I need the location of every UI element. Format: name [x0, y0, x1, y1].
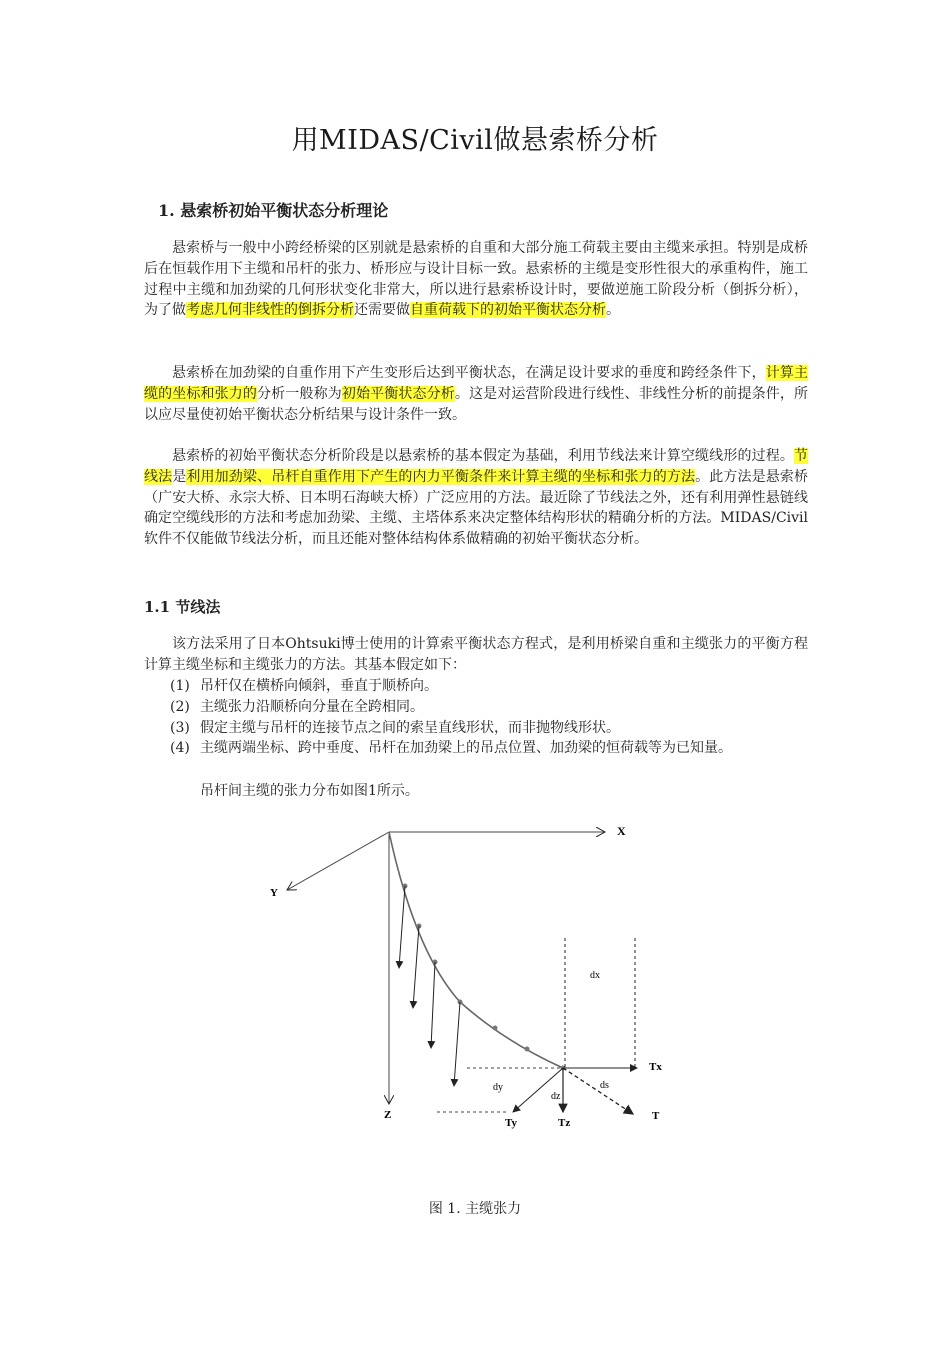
- list-item: (3) 假定主缆与吊杆的连接节点之间的索呈直线形状，而非抛物线形状。: [170, 719, 620, 736]
- y-label: Y: [270, 887, 278, 899]
- paragraph-4: 该方法采用了日本Ohtsuki博士使用的计算索平衡状态方程式，是利用桥梁自重和主缆张力的平衡方程计算主缆坐标和主缆张力的方法。其基本假定如下：: [144, 636, 808, 673]
- tz-label: Tz: [558, 1117, 571, 1129]
- x-label: X: [617, 824, 626, 838]
- assumption-list: [170, 676, 810, 759]
- highlight: 利用加劲梁、吊杆自重作用下产生的内力平衡条件来计算主缆的坐标和张力的方法: [186, 468, 696, 485]
- highlight: 考虑几何非线性的倒拆分析: [186, 302, 354, 319]
- ty-arrow: [513, 1068, 563, 1112]
- document-title: 用MIDAS/Civil做悬索桥分析: [291, 125, 659, 156]
- t-label: T: [652, 1110, 660, 1122]
- highlight: 初始平衡状态分析: [341, 385, 455, 402]
- hanger-arrow: [399, 886, 405, 968]
- list-item: (4) 主缆两端坐标、跨中垂度、吊杆在加劲梁上的吊点位置、加劲梁的恒荷载等为已知量。: [170, 740, 732, 757]
- hanger-arrow: [431, 962, 435, 1048]
- cable-node: [525, 1047, 530, 1052]
- ds-label: ds: [600, 1080, 609, 1091]
- list-item: (2) 主缆张力沿顺桥向分量在全跨相同。: [170, 698, 424, 715]
- figure-reference: 吊杆间主缆的张力分布如图1所示。: [200, 783, 419, 799]
- figure-caption: 图 1. 主缆张力: [428, 1201, 522, 1217]
- highlight: 计算主缆的坐标和张力的: [144, 365, 809, 402]
- list-item: (1) 吊杆仅在横桥向倾斜，垂直于顺桥向。: [170, 678, 438, 694]
- dy-label: dy: [493, 1082, 503, 1093]
- highlight: 自重荷载下的初始平衡状态分析: [410, 302, 606, 319]
- cable-node: [493, 1026, 498, 1031]
- t-arrow: [563, 1068, 633, 1114]
- hanger-arrow: [413, 926, 419, 1008]
- hanger-arrow: [454, 1002, 460, 1086]
- dx-label: dx: [590, 970, 600, 981]
- dz-label: dz: [551, 1091, 561, 1102]
- section-1-1-heading: 1.1 节线法: [144, 598, 221, 616]
- paragraph-1: 悬索桥与一般中小跨经桥梁的区别就是悬索桥的自重和大部分施工荷载主要由主缆来承担。特别是成桥后在恒载作用下主缆和吊杆的张力、桥形应与设计目标一致。悬索桥的主缆是变形性很大的承重构件，施工过程中主缆和加劲梁的几何形状变化非常大，所以进行悬索桥设计时，要做逆施工阶段分析（倒拆分析），为了做考虑几何非线性的倒拆分析还需要做自重荷载下的初始平衡状态分析。: [144, 240, 808, 319]
- y-axis: [287, 832, 389, 890]
- z-label: Z: [384, 1109, 392, 1121]
- cable-diagram: [255, 812, 685, 1142]
- main-cable: [389, 832, 563, 1068]
- highlight: 节线法: [144, 448, 808, 485]
- section-1-heading: 1. 悬索桥初始平衡状态分析理论: [158, 201, 389, 220]
- ty-label: Ty: [505, 1117, 518, 1129]
- paragraph-2: 悬索桥在加劲梁的自重作用下产生变形后达到平衡状态，在满足设计要求的垂度和跨经条件下，计算主缆的坐标和张力的分析一般称为初始平衡状态分析。这是对运营阶段进行线性、非线性分析的前提条件，所以应尽量使初始平衡状态分析结果与设计条件一致。: [144, 365, 809, 423]
- paragraph-3: 悬索桥的初始平衡状态分析阶段是以悬索桥的基本假定为基础，利用节线法来计算空缆线形的过程。节线法是利用加劲梁、吊杆自重作用下产生的内力平衡条件来计算主缆的坐标和张力的方法。此方法是悬索桥（广安大桥、永宗大桥、日本明石海峡大桥）广泛应用的方法。最近除了节线法之外，还有利用弹性悬链线确定空缆线形的方法和考虑加劲梁、主缆、主塔体系来决定整体结构形状的精确分析的方法。MIDAS/Civil软件不仅能做节线法分析，而且还能对整体结构体系做精确的初始平衡状态分析。: [144, 448, 809, 548]
- cable-tension-figure: [255, 812, 685, 1146]
- tx-label: Tx: [649, 1061, 662, 1073]
